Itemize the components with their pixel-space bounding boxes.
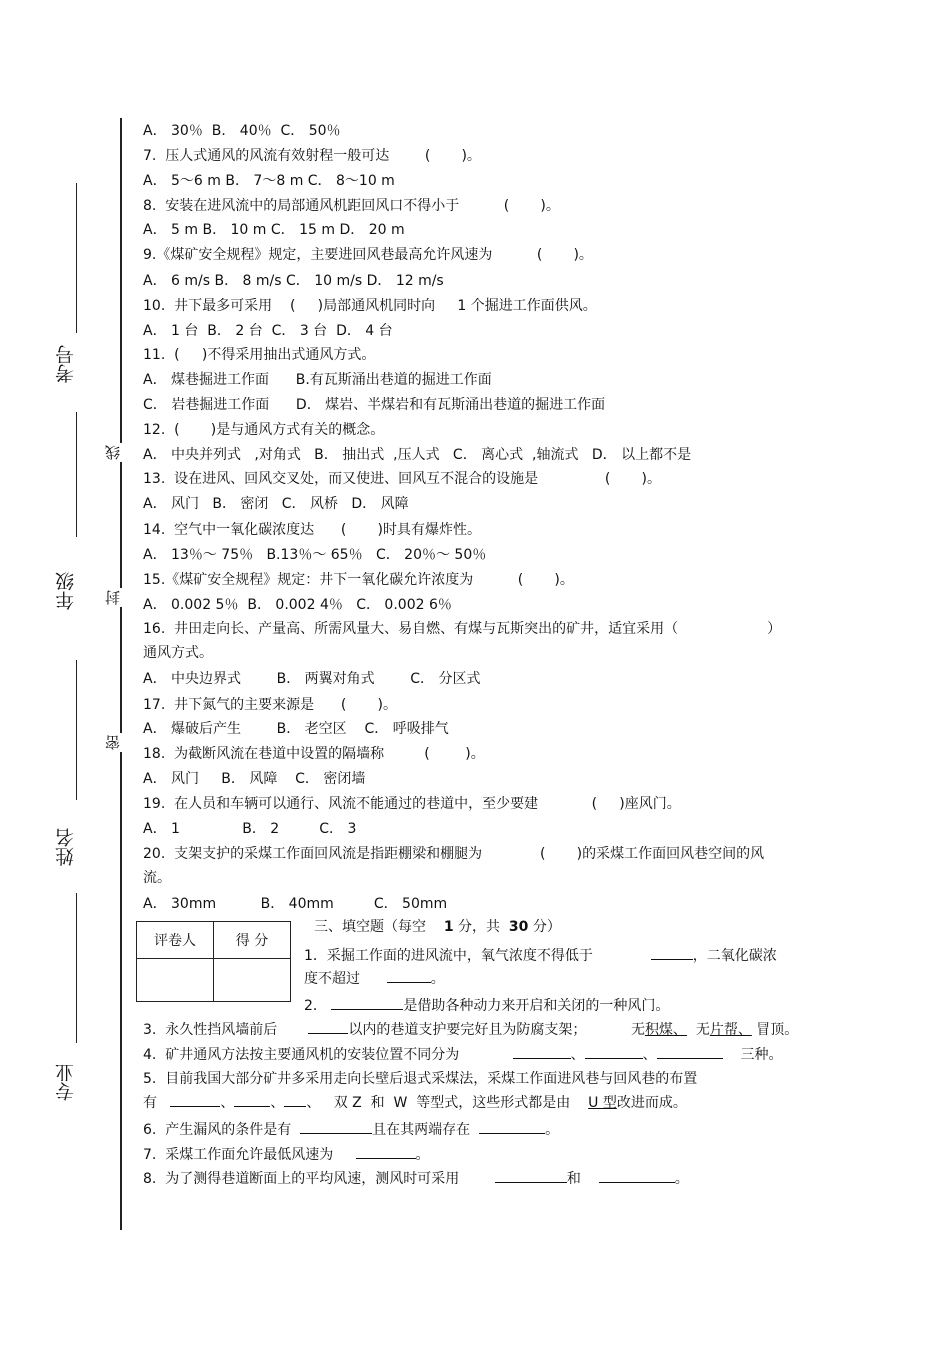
option-line: A． 30mm B． 40mm C． 50mm <box>143 896 448 912</box>
question-11: 11. ( )不得采用抽出式通风方式。 <box>143 347 376 363</box>
option-line: A． 0.002 5％ B． 0.002 4％ C． 0.002 6％ <box>143 597 452 613</box>
option-line: A． 煤巷掘进工作面 B.有瓦斯涌出巷道的掘进工作面 <box>143 372 492 388</box>
question-20-cont: 流。 <box>143 870 171 886</box>
seal-mark-feng: 封 <box>104 590 122 605</box>
major-label: 专业 <box>55 1063 77 1101</box>
fill-question-2: 2． 是借助各种动力来开启和关闭的一种风门。 <box>304 998 670 1014</box>
option-line: A． 1 台 B． 2 台 C． 3 台 D． 4 台 <box>143 323 393 339</box>
question-7: 7. 压人式通风的风流有效射程一般可达 ( )。 <box>143 148 481 164</box>
question-18: 18. 为截断风流在巷道中设置的隔墙称 ( )。 <box>143 746 485 762</box>
option-line: C． 岩巷掘进工作面 D． 煤岩、半煤岩和有瓦斯涌出巷道的掘进工作面 <box>143 397 606 413</box>
fill-question-7: 7. 采煤工作面允许最低风速为 。 <box>143 1147 430 1163</box>
blank[interactable] <box>331 996 403 1010</box>
fill-question-4: 4. 矿井通风方法按主要通风机的安装位置不同分为 、 、 三种。 <box>143 1047 783 1063</box>
question-19: 19. 在人员和车辆可以通行、风流不能通过的巷道中，至少要建 ( )座风门。 <box>143 796 681 812</box>
blank[interactable] <box>300 1120 372 1134</box>
name-blank <box>76 660 77 800</box>
blank[interactable] <box>651 946 693 960</box>
option-line: A． 爆破后产生 B． 老空区 C． 呼吸排气 <box>143 721 449 737</box>
fill-question-8: 8. 为了测得巷道断面上的平均风速，测风时可采用 和 。 <box>143 1171 689 1187</box>
question-17: 17. 井下氮气的主要来源是 ( )。 <box>143 697 397 713</box>
blank[interactable] <box>513 1045 571 1059</box>
blank[interactable] <box>585 1045 643 1059</box>
option-line: A． 5～6 m B． 7～8 m C． 8～10 m <box>143 173 395 189</box>
question-16-cont: 通风方式。 <box>143 645 213 661</box>
blank[interactable] <box>234 1093 270 1107</box>
question-12: 12. ( )是与通风方式有关的概念。 <box>143 422 385 438</box>
question-10: 10. 井下最多可采用 ( )局部通风机同时向 1 个掘进工作面供风。 <box>143 298 597 314</box>
option-line: A． 中央并列式 ,对角式 B． 抽出式 ,压人式 C． 离心式 ,轴流式 D． 以上都不是 <box>143 447 692 463</box>
option-line: A． 5 m B． 10 m C． 15 m D． 20 m <box>143 222 405 238</box>
blank[interactable] <box>170 1093 220 1107</box>
name-label: 姓名 <box>55 828 77 866</box>
exam-no-blank <box>76 183 77 333</box>
seal-mark-line: 线 <box>104 445 122 460</box>
option-line: A． 30％ B． 40％ C． 50％ <box>143 123 341 139</box>
blank[interactable] <box>599 1169 675 1183</box>
grade-label: 年级 <box>55 572 77 610</box>
option-line: A． 13％～ 75％ B.13％～ 65％ C． 20％～ 50％ <box>143 547 487 563</box>
option-line: A． 风门 B． 密闭 C． 风桥 D． 风障 <box>143 496 409 512</box>
question-20: 20. 支架支护的采煤工作面回风流是指距棚梁和棚腿为 ( )的采煤工作面回风巷空间的风 <box>143 846 765 862</box>
fill-question-3: 3. 永久性挡风墙前后 以内的巷道支护要完好且为防腐支架； 无积煤、 无片帮、 冒顶。 <box>143 1022 799 1038</box>
fill-question-5-cont: 有 、 、 、 双 Z 和 W 等型式，这些形式都是由 U 型改进而成。 <box>143 1095 687 1111</box>
blank[interactable] <box>479 1120 545 1134</box>
option-line: A． 1 B． 2 C． 3 <box>143 821 357 837</box>
seal-mark-mi: 密 <box>104 735 122 750</box>
score-cell <box>214 959 291 1002</box>
score-header: 得 分 <box>214 922 291 959</box>
question-16: 16. 井田走向长、产量高、所需风量大、易自燃、有煤与瓦斯突出的矿井，适宜采用（ ） <box>143 621 782 637</box>
grader-cell <box>137 959 214 1002</box>
question-8: 8. 安装在进风流中的局部通风机距回风口不得小于 ( )。 <box>143 198 560 214</box>
section-3-title: 三、填空题（每空 1 分，共 30 分） <box>314 919 561 935</box>
grade-blank <box>76 412 77 537</box>
blank[interactable] <box>284 1093 306 1107</box>
fill-question-1-cont: 度不超过 。 <box>304 971 445 987</box>
question-15: 15.《煤矿安全规程》规定：井下一氧化碳允许浓度为 ( )。 <box>143 572 574 588</box>
option-line: A． 6 m/s B． 8 m/s C． 10 m/s D． 12 m/s <box>143 273 444 289</box>
blank[interactable] <box>657 1045 723 1059</box>
fill-question-5: 5. 目前我国大部分矿井多采用走向长壁后退式采煤法，采煤工作面进风巷与回风巷的布置 <box>143 1071 698 1087</box>
blank[interactable] <box>387 969 431 983</box>
exam-no-label: 考号 <box>55 345 77 383</box>
binding-line <box>120 118 122 1230</box>
blank[interactable] <box>308 1020 348 1034</box>
question-13: 13. 设在进风、回风交叉处，而又使进、回风互不混合的设施是 ( )。 <box>143 471 661 487</box>
fill-question-1: 1．采掘工作面的进风流中，氧气浓度不得低于 ，二氧化碳浓 <box>304 948 777 964</box>
fill-question-6: 6. 产生漏风的条件是有 且在其两端存在 。 <box>143 1122 560 1138</box>
major-blank <box>76 893 77 1043</box>
question-14: 14. 空气中一氧化碳浓度达 ( )时具有爆炸性。 <box>143 522 481 538</box>
option-line: A． 中央边界式 B． 两翼对角式 C． 分区式 <box>143 671 481 687</box>
blank[interactable] <box>495 1169 567 1183</box>
grader-header: 评卷人 <box>137 922 214 959</box>
option-line: A． 风门 B． 风障 C． 密闭墙 <box>143 771 366 787</box>
blank[interactable] <box>356 1145 416 1159</box>
score-table <box>136 921 291 1002</box>
question-9: 9.《煤矿安全规程》规定，主要进回风巷最高允许风速为 ( )。 <box>143 247 593 263</box>
